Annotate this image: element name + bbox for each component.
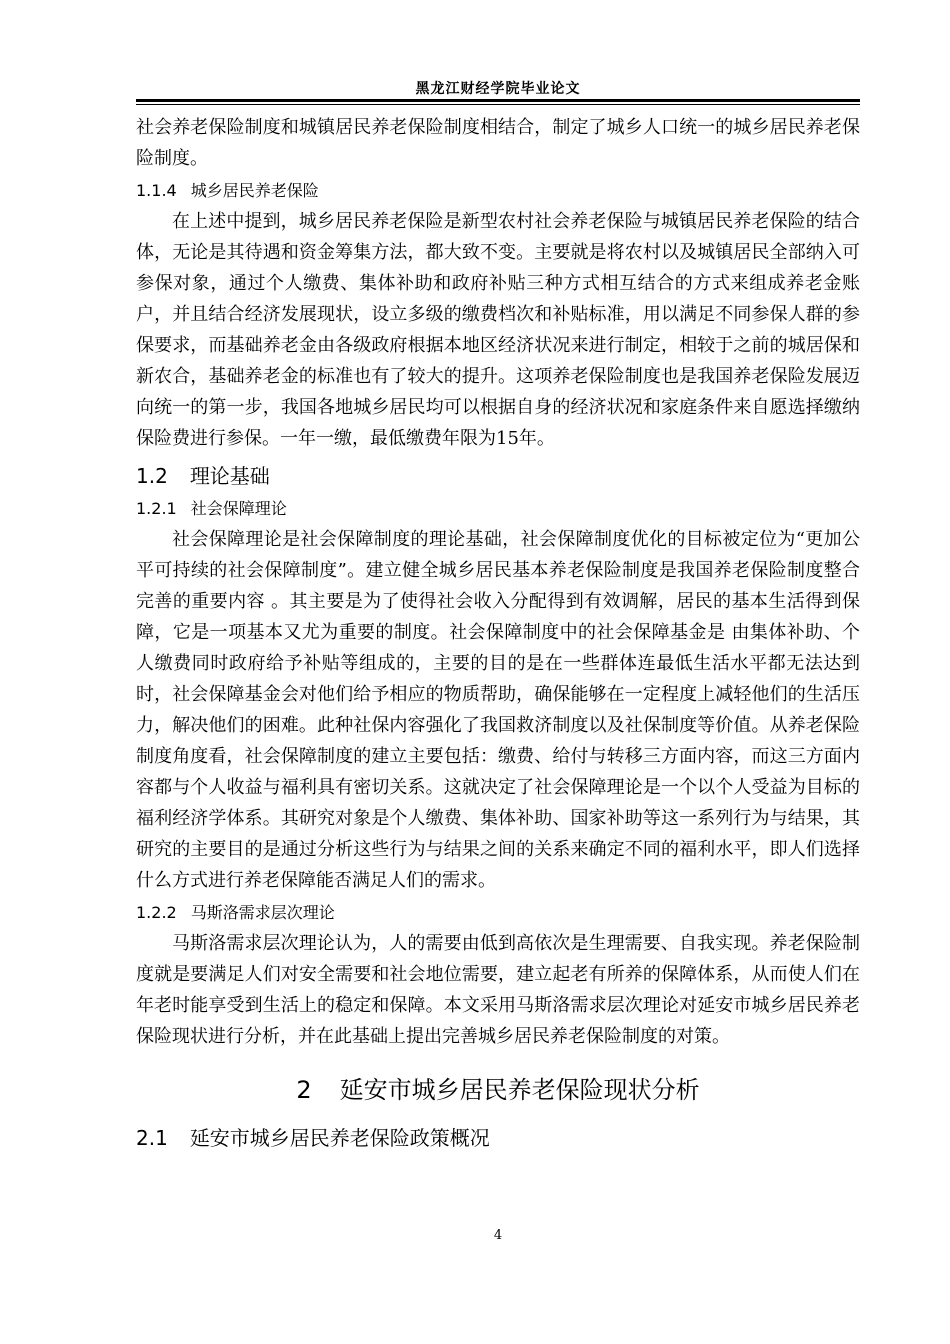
- chapter-heading-2: [136, 1070, 860, 1110]
- section-number: 2.1: [136, 1126, 168, 1150]
- paragraph-continued: 社会养老保险制度和城镇居民养老保险制度相结合，制定了城乡人口统一的城乡居民养老保险制度。: [136, 117, 860, 169]
- section-number: 1.2: [136, 464, 168, 488]
- paragraph-maslow-theory: 马斯洛需求层次理论认为，人的需要由低到高依次是生理需要、自我实现。养老保险制度就是要满足人们对安全需要和社会地位需要，建立起老有所养的保障体系，从而使人们在年老时能享受到生活上的稳定和保障。本文采用马斯洛需求层次理论对延安市城乡居民养老保险现状进行分析，并在此基础上提出完善城乡居民养老保险制度的对策。: [136, 933, 860, 1047]
- chapter-number: 2: [296, 1076, 312, 1104]
- section-number: 1.2.2: [136, 903, 177, 922]
- section-title: 社会保障理论: [190, 499, 287, 518]
- section-heading-1-1-4: [136, 176, 860, 206]
- section-heading-1-2-2: [136, 898, 860, 928]
- section-heading-2-1: [136, 1120, 860, 1156]
- page-body: [136, 112, 860, 1156]
- paragraph-social-security-theory: 社会保障理论是社会保障制度的理论基础，社会保障制度优化的目标被定位为“更加公平可持续的社会保障制度”。建立健全城乡居民基本养老保险制度是我国养老保险制度整合完善的重要内容 。其主要是为了使得社会收入分配得到有效调解，居民的基本生活得到保障，它是一项基本又尤为重要的制度。社会保障制度中的社会保障基金是 由集体补助、个人缴费同时政府给予补贴等组成的，主要的目的是在一些群体连最低生活水平都无法达到时，社会保障基金会对他们给予相应的物质帮助，确保能够在一定程度上减轻他们的生活压力，解决他们的困难。此种社保内容强化了我国救济制度以及社保制度等价值。从养老保险制度角度看，社会保障制度的建立主要包括：缴费、给付与转移三方面内容，而这三方面内容都与个人收益与福利具有密切关系。这就决定了社会保障理论是一个以个人受益为目标的福利经济学体系。其研究对象是个人缴费、集体补助、国家补助等这一系列行为与结果，其研究的主要目的是通过分析这些行为与结果之间的关系来确定不同的福利水平，即人们选择什么方式进行养老保障能否满足人们的需求。: [136, 529, 860, 891]
- section-heading-1-2: [136, 458, 860, 494]
- chapter-title: 延安市城乡居民养老保险现状分析: [339, 1076, 700, 1104]
- header-rule-thin: [136, 104, 860, 105]
- section-title: 理论基础: [189, 464, 270, 488]
- section-title: 城乡居民养老保险: [190, 181, 319, 200]
- page-number: 4: [493, 1228, 503, 1243]
- section-title: 马斯洛需求层次理论: [190, 903, 335, 922]
- header-rule-thick: [136, 99, 860, 102]
- section-number: 1.1.4: [136, 181, 177, 200]
- running-header: 黑龙江财经学院毕业论文: [415, 81, 581, 97]
- section-heading-1-2-1: [136, 494, 860, 524]
- paragraph-urban-rural-pension: 在上述中提到，城乡居民养老保险是新型农村社会养老保险与城镇居民养老保险的结合体，无论是其待遇和资金筹集方法，都大致不变。主要就是将农村以及城镇居民全部纳入可参保对象，通过个人缴费、集体补助和政府补贴三种方式相互结合的方式来组成养老金账户，并且结合经济发展现状，设立多级的缴费档次和补贴标准，用以满足不同参保人群的参保要求，而基础养老金由各级政府根据本地区经济状况来进行制定，相较于之前的城居保和新农合，基础养老金的标准也有了较大的提升。这项养老保险制度也是我国养老保险发展迈向统一的第一步，我国各地城乡居民均可以根据自身的经济状况和家庭条件来自愿选择缴纳保险费进行参保。一年一缴，最低缴费年限为15年。: [136, 211, 860, 449]
- section-number: 1.2.1: [136, 499, 177, 518]
- section-title: 延安市城乡居民养老保险政策概况: [189, 1126, 490, 1150]
